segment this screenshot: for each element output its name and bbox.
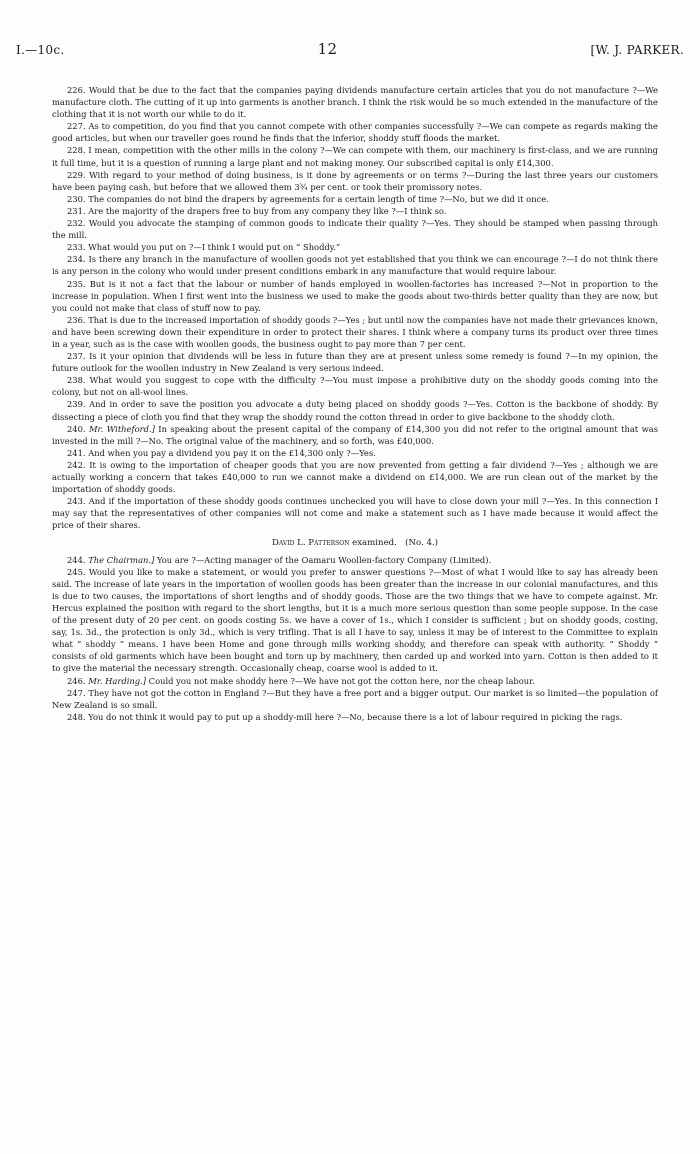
evidence-section-patterson [52, 554, 658, 723]
paragraph-text: 233. What would you put on ?—I think I would put on “ Shoddy.” [67, 242, 341, 253]
paragraph-text: 234. Is there any branch in the manufacture of woollen goods not yet established that you think we can encourage ?—I do not think there is any person in the colony who would under present conditions embark in any manufacture that would require labour. [52, 254, 658, 277]
witness-heading [52, 537, 658, 549]
paragraph-text: 239. And in order to save the position you advocate a duty being placed on shoddy goods ?—Yes. Cotton is the backbone of shoddy. By dissecting a piece of cloth you find that they wrap the shoddy round the cotton thread in order to give backbone to the shoddy cloth. [52, 399, 658, 422]
question-number: 240. [67, 423, 86, 434]
question-paragraph [52, 350, 658, 374]
question-paragraph [52, 205, 658, 217]
paragraph-text: 237. Is it your opinion that dividends will be less in future than they are at present unless some remedy is found ?—In my opinion, the future outlook for the woollen industry in New Zealand is very serious indeed. [52, 351, 658, 374]
paragraph-text: 245. Would you like to make a statement, or would you prefer to answer questions ?—Most of what I would like to say has already been said. The increase of late years in the importation of woollen goods has been greater than the increase in our colonial manufactures, and this is due to two causes, the importations of short lengths and of shoddy goods. Those are the two things that we have to compete against. Mr. Hercus explained the position with regard to the short lengths, but it is a much more serious question than some people suppose. In the case of the present duty of 20 per cent. on goods costing 5s. we have a cover of 1s., which I consider is sufficient ; but on shoddy goods, costing, say, 1s. 3d., the protection is only 3d., which is very trifling. That is all I have to say, unless it may be of interest to the Committee to explain what “ shoddy ” means. I have been Home and gone through mills working shoddy, and therefore can speak with authority. “ Shoddy ” consists of old garments which have been bought and torn up by machinery, then carded up and worked into yarn. Cotton is then added to it to give the material the necessary strength. Occasionally cheap, coarse wool is added to it. [52, 566, 658, 674]
question-paragraph [52, 398, 658, 422]
question-paragraph [52, 675, 658, 687]
paragraph-text: 230. The companies do not bind the drapers by agreements for a certain length of time ?—No, but we did it once. [67, 193, 549, 204]
page-header [16, 40, 684, 63]
speaker-name: Mr. Witheford.] [89, 423, 155, 434]
page-number: 12 [317, 40, 338, 58]
question-paragraph [52, 423, 658, 447]
paragraph-text: 227. As to competition, do you find that you cannot compete with other companies successfully ?—We can compete as regards making the good articles, but when our traveller goes round he finds that the inferior, shoddy stuff floods the market. [52, 121, 658, 144]
question-paragraph [52, 217, 658, 241]
question-number: 246. [67, 675, 86, 686]
paragraph-text: 232. Would you advocate the stamping of common goods to indicate their quality ?—Yes. They should be stamped when passing through the mill. [52, 218, 658, 241]
question-paragraph [52, 120, 658, 144]
paragraph-text: 236. That is due to the increased importation of shoddy goods ?—Yes ; but until now the companies have not made their grievances known, and have been screwing down their expenditure in order to protect their shares. I think where a company turns its product over three times in a year, such as is the case with woollen goods, the business ought to pay more than 7 per cent. [52, 314, 658, 349]
paragraph-text: 242. It is owing to the importation of cheaper goods that you are now prevented from getting a fair dividend ?—Yes ; although we are actually working a concern that takes £40,000 to run we cannot make a dividend on £14,000. We are run clean out of the market by the importation of shoddy goods. [52, 459, 658, 495]
question-paragraph [52, 144, 658, 168]
question-paragraph [52, 566, 658, 675]
paragraph-text: 226. Would that be due to the fact that the companies paying dividends manufacture certain articles that you do not manufacture ?—We manufacture cloth. The cutting of it up into garments is another branch. I think the risk would be so much extended in the manufacture of the clothing that it is not worth our while to do it. [52, 85, 658, 120]
paragraph-text: 229. With regard to your method of doing business, is it done by agreements or on terms ?—During the last three years our customers have been paying cash, but before that we allowed them 3¾ per cent. or took their promissory notes. [52, 169, 658, 192]
paragraph-text: 243. And if the importation of these shoddy goods continues unchecked you will have to close down your mill ?—Yes. In this connection I may say that the representatives of other companies will not come and make a statement such as I have made because it would affect the price of their shares. [52, 496, 658, 531]
paragraph-text: 228. I mean, competition with the other mills in the colony ?—We can compete with them, our machinery is first-class, and we are running it full time, but it is a question of running a large plant and not making money. Our subscribed capital is only £14,300. [52, 145, 658, 168]
question-paragraph [52, 687, 658, 711]
question-paragraph [52, 193, 658, 205]
question-paragraph [52, 459, 658, 495]
question-paragraph [52, 495, 658, 531]
paragraph-text: Could you not make shoddy here ?—We have not got the cotton here, nor the cheap labour. [146, 675, 535, 686]
witness-name: David L. Patterson [271, 538, 350, 549]
paragraph-text: 231. Are the majority of the drapers free to buy from any company they like ?—I think so. [67, 205, 447, 216]
document-body [52, 84, 658, 723]
question-paragraph [52, 554, 658, 566]
question-paragraph [52, 447, 658, 459]
question-paragraph [52, 169, 658, 193]
question-number: 244. [67, 554, 86, 565]
paragraph-text: 235. But is it not a fact that the labour or number of hands employed in woollen-factories has increased ?—Not in proportion to the increase in population. When I first went into the business we used to make the goods about two-thirds better quality than they are now, but you could not make that class of stuff now to pay. [52, 278, 658, 313]
paragraph-text: 241. And when you pay a dividend you pay it on the £14,300 only ?—Yes. [67, 447, 376, 458]
speaker-name: Mr. Harding.] [88, 675, 147, 686]
question-paragraph [52, 241, 658, 253]
question-paragraph [52, 314, 658, 350]
speaker-name: The Chairman.] [88, 554, 155, 565]
question-paragraph [52, 278, 658, 314]
header-series-code: I.—10c. [16, 43, 65, 57]
question-paragraph [52, 711, 658, 723]
question-paragraph [52, 374, 658, 398]
question-paragraph [52, 84, 658, 120]
witness-number: (No. 4.) [405, 538, 439, 549]
paragraph-text: In speaking about the present capital of the company of £14,300 you did not refer to the original amount that was invested in the mill ?—No. The original value of the machinery, and so forth, was £40,000. [52, 423, 658, 446]
witness-status: examined. [349, 538, 397, 549]
evidence-section-parker [52, 84, 658, 531]
paragraph-text: 247. They have not got the cotton in England ?—But they have a free port and a bigger output. Our market is so limited—the population of New Zealand is so small. [52, 687, 658, 710]
paragraph-text: 248. You do not think it would pay to put up a shoddy-mill here ?—No, because there is a lot of labour required in picking the rags. [67, 711, 623, 722]
paragraph-text: 238. What would you suggest to cope with the difficulty ?—You must impose a prohibitive duty on the shoddy goods coming into the colony, but not on all-wool lines. [52, 375, 658, 398]
header-witness-name: [W. J. PARKER. [590, 43, 684, 57]
question-paragraph [52, 253, 658, 277]
paragraph-text: You are ?—Acting manager of the Oamaru Woollen-factory Company (Limited). [154, 554, 492, 565]
